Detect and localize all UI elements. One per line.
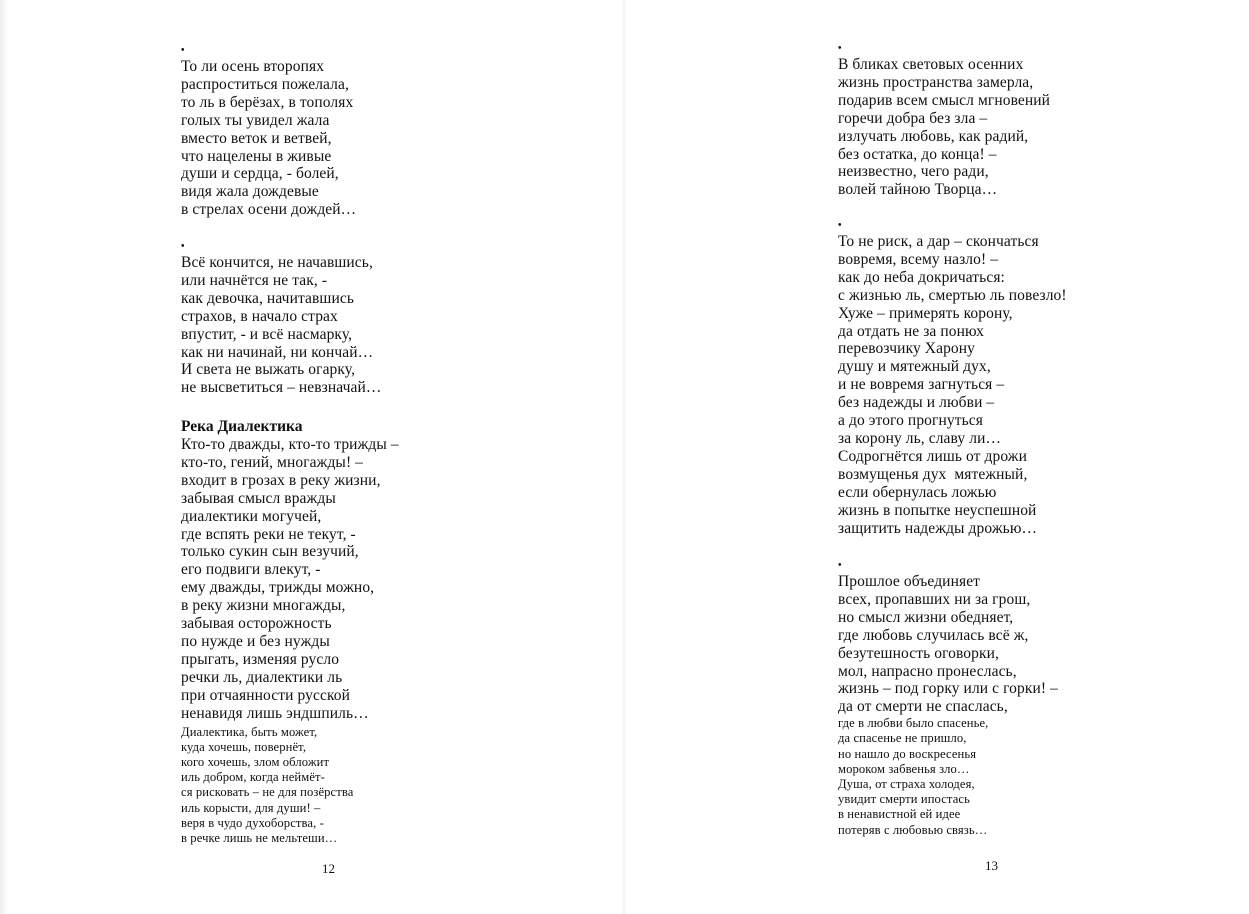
poem-line: или начнётся не так, - [181,271,328,289]
poem-line: при отчаянности русской [181,686,351,704]
right-poem-3 [838,559,1058,838]
poem-line: кого хочешь, злом обложит [181,754,330,769]
poem-line: за корону ль, славу ли… [838,429,1002,447]
poem-lines [181,436,399,723]
poem-lines-small [838,716,1058,838]
poem-line: в речке лишь не мельтеши… [181,830,338,845]
poem-line: возмущенья дух мятежный, [838,465,1028,483]
poem-lines [838,233,1067,537]
poem-line: что нацелены в живые [181,147,332,165]
poem-line: Кто-то дважды, кто-то трижды – [181,436,399,453]
poem-line: голых ты увидел жала [181,111,330,129]
poem-line: В бликах световых осенних [838,56,1024,73]
poem-line: защитить надежды дрожью… [838,519,1038,537]
poem-lines [181,58,356,219]
right-poem-1 [838,42,1050,199]
poem-line: мол, напрасно пронеслась, [838,662,1017,680]
poem-line: жизнь в попытке неуспешной [838,501,1037,519]
poem-line: в реку жизни многажды, [181,597,346,615]
poem-line: Диалектика, быть может, [181,724,318,739]
poem-line: куда хочешь, повернёт, [181,739,307,754]
right-page [624,0,1249,914]
poem-line: подарив всем смысл мгновений [838,91,1051,109]
poem-line: где в любви было спасенье, [838,716,989,731]
poem-line: только сукин сын везучий, [181,543,359,561]
poem-marker: • [838,560,842,571]
poem-line: Хуже – примерять корону, [838,304,1013,322]
poem-line: да от смерти не спаслась, [838,698,1008,716]
poem-line: и не вовремя загнуться – [838,376,1005,394]
poem-line: Душа, от страха холодея, [838,777,975,792]
page-number: 13 [985,858,998,873]
poem-line: горечи добра без зла – [838,109,988,127]
poem-line: иль добром, когда неймёт- [181,770,325,785]
poem-marker: • [838,43,842,54]
poem-line: иль корысти, для души! – [181,800,321,815]
poem-line: если обернулась ложью [838,483,997,501]
poem-line: без остатка, до конца! – [838,145,997,163]
left-poem-2 [181,240,382,397]
poem-line: распроститься пожелала, [181,75,349,93]
poem-line: страхов, в начало страх [181,307,338,325]
poem-marker: • [181,241,185,252]
poem-line: входит в грозах в реку жизни, [181,471,381,489]
poem-title: Река Диалектика [181,418,303,435]
poem-line: где любовь случилась всё ж, [838,626,1029,644]
poem-line: да спасенье не пришло, [838,731,967,746]
poem-line: то ль в берёзах, в тополях [181,93,354,111]
right-poem-2 [838,219,1067,537]
poem-lines [838,56,1050,199]
poem-line: жизнь пространства замерла, [838,73,1034,91]
poem-line: забывая осторожность [181,615,332,633]
left-poem-3 [181,418,399,846]
poem-line: потеряв с любовью связь… [838,822,988,837]
poem-line: волей тайною Творца… [838,181,998,199]
poem-line: как до неба докричаться: [838,268,1005,286]
poem-line: видя жала дождевые [181,183,319,201]
poem-line: жизнь – под горку или с горки! – [838,680,1058,698]
left-page [0,0,624,914]
poem-line: перевозчику Харону [838,340,976,358]
poem-line: излучать любовь, как радий, [838,127,1029,145]
page-number: 12 [322,861,335,876]
poem-lines [181,254,382,397]
poem-marker: • [181,45,185,56]
poem-line: безутешность оговорки, [838,644,999,662]
poem-line: в стрелах осени дождей… [181,201,357,219]
poem-line: неизвестно, чего ради, [838,163,989,181]
poem-line: да отдать не за понюх [838,322,984,340]
poem-line: но смысл жизни обедняет, [838,608,1014,626]
poem-line: Содрогнётся лишь от дрожи [838,447,1028,465]
poem-line: ненавидя лишь эндшпиль… [181,704,369,722]
poem-line: без надежды и любви – [838,394,995,412]
poem-line: а до этого прогнуться [838,412,983,430]
left-poem-1 [181,44,356,219]
poem-line: То не риск, а дар – скончаться [838,233,1039,250]
poem-line: кто-то, гений, многажды! – [181,453,364,471]
poem-line: душу и мятежный дух, [838,358,991,376]
poem-line: всех, пропавших ни за грош, [838,590,1031,608]
poem-line: не высветиться – невзначай… [181,379,382,397]
poem-line: увидит смерти ипостась [838,792,970,807]
poem-line: вместо веток и ветвей, [181,129,332,147]
poem-lines-small [181,725,399,847]
poem-line: прыгать, изменяя русло [181,650,340,668]
poem-line: как ни начинай, ни кончай… [181,343,374,361]
poem-lines [838,573,1058,716]
poem-line: в ненавистной ей идее [838,807,961,822]
poem-line: с жизнью ль, смертью ль повезло! [838,286,1067,304]
poem-line: веря в чудо духоборства, - [181,815,324,830]
poem-line: где вспять реки не текут, - [181,525,356,543]
poem-marker: • [838,220,842,231]
poem-line: Прошлое объединяет [838,573,981,590]
poem-line: забывая смысл вражды [181,489,336,507]
poem-line: То ли осень второпях [181,58,325,75]
poem-line: впустит, - и всё насмарку, [181,325,353,343]
poem-line: ся рисковать – не для позёрства [181,785,354,800]
poem-line: Всё кончится, не начавшись, [181,254,373,271]
poem-line: души и сердца, - болей, [181,165,339,183]
poem-line: но нашло до воскресенья [838,746,977,761]
poem-line: как девочка, начитавшись [181,289,355,307]
poem-line: ему дважды, трижды можно, [181,579,375,597]
poem-line: мороком забвенья зло… [838,761,970,776]
poem-line: вовремя, всему назло! – [838,250,999,268]
poem-line: по нужде и без нужды [181,632,330,650]
poem-line: диалектики могучей, [181,507,322,525]
poem-line: речки ль, диалектики ль [181,668,343,686]
poem-line: И света не выжать огарку, [181,361,356,379]
poem-line: его подвиги влекут, - [181,561,321,579]
